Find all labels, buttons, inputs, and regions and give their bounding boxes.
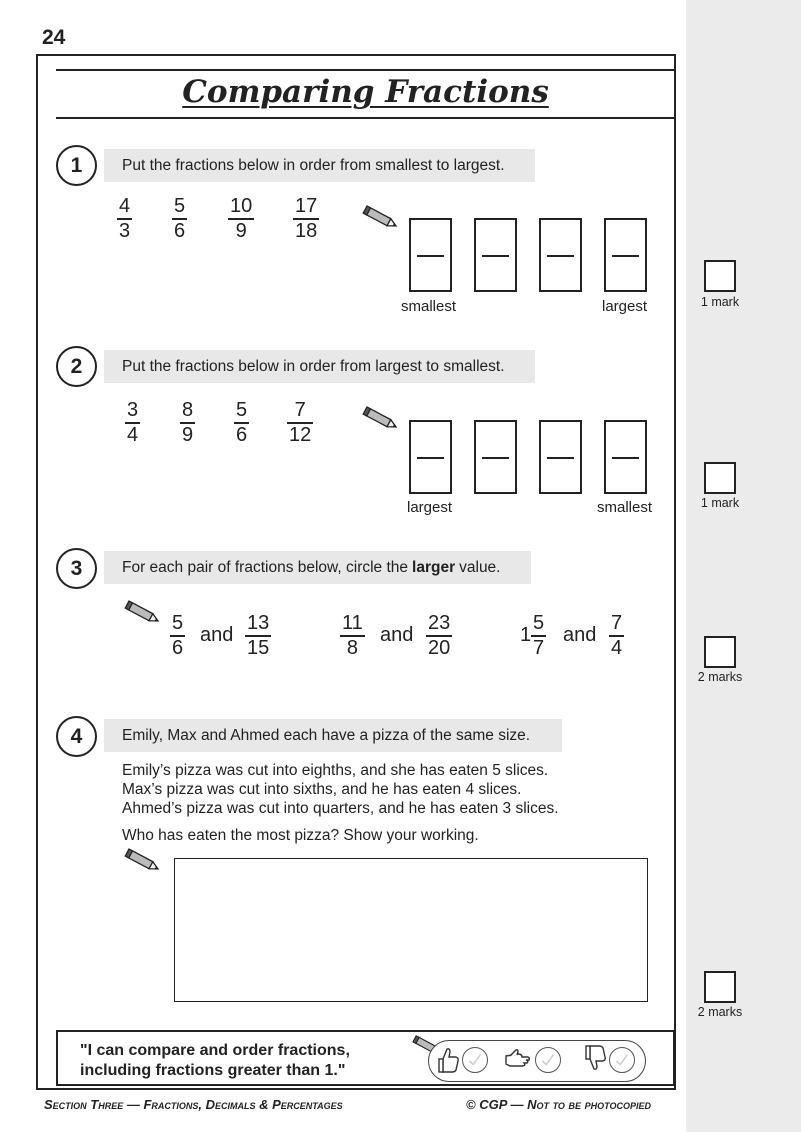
numerator: 23 — [428, 612, 451, 634]
q3-pair-1-fraction-b[interactable] — [247, 613, 269, 659]
q3-pair-2-fraction-a[interactable] — [342, 613, 363, 659]
q2-answer-box-2[interactable] — [474, 420, 517, 494]
q3-marks-label: 2 marks — [697, 670, 743, 684]
footer-section-title: Section Three — Fractions, Decimals & Percentages — [44, 1097, 343, 1112]
title-rule-top — [56, 69, 675, 71]
q1-fraction-4 — [295, 196, 317, 242]
prompt-bold-word: larger — [412, 558, 456, 576]
numerator: 11 — [342, 612, 363, 634]
numerator: 17 — [295, 195, 318, 217]
pencil-icon — [122, 600, 164, 626]
denominator: 7 — [533, 636, 545, 659]
q3-pair-3-whole-number: 1 — [520, 624, 532, 646]
q4-mark-box[interactable] — [704, 971, 736, 1003]
page-title: Comparing Fractions — [182, 74, 549, 110]
thumbs-down-tick-circle[interactable] — [609, 1047, 635, 1073]
question-2-prompt: Put the fractions below in order from largest to smallest. — [104, 350, 535, 383]
q4-marks-label: 2 marks — [697, 1005, 743, 1019]
numerator: 5 — [533, 612, 545, 634]
and-word: and — [563, 624, 597, 646]
q1-answer-box-2[interactable] — [474, 218, 517, 292]
q1-fraction-1 — [119, 196, 130, 242]
pencil-icon — [360, 406, 402, 432]
q2-fraction-1 — [127, 400, 138, 446]
prompt-text-end: value. — [459, 558, 501, 576]
question-3-number: 3 — [56, 548, 97, 589]
numerator: 13 — [247, 612, 270, 634]
q1-fraction-2 — [174, 196, 185, 242]
q2-fraction-2 — [182, 400, 193, 446]
q2-answer-box-1[interactable] — [409, 420, 452, 494]
tick-icon — [463, 1048, 487, 1072]
q2-marks-label: 1 mark — [700, 496, 740, 510]
thumbs-down-icon — [584, 1044, 608, 1072]
denominator: 8 — [346, 636, 358, 659]
q1-mark-box[interactable] — [704, 260, 736, 292]
denominator: 12 — [289, 423, 312, 446]
numerator: 7 — [294, 399, 306, 421]
denominator: 18 — [295, 219, 318, 242]
q2-left-label: largest — [407, 499, 453, 516]
denominator: 4 — [611, 636, 623, 659]
q4-line-emily: Emily’s pizza was cut into eighths, and she has eaten 5 slices. — [122, 762, 549, 779]
and-word: and — [380, 624, 414, 646]
q2-mark-box[interactable] — [704, 462, 736, 494]
q1-answer-box-4[interactable] — [604, 218, 647, 292]
footer-quote-line-2: including fractions greater than 1." — [80, 1062, 346, 1079]
tick-icon — [536, 1048, 560, 1072]
numerator: 5 — [174, 195, 186, 217]
q1-fraction-3 — [230, 196, 252, 242]
denominator: 6 — [236, 423, 248, 446]
pencil-icon — [360, 205, 402, 231]
numerator: 7 — [611, 612, 623, 634]
q1-marks-label: 1 mark — [700, 295, 740, 309]
footer-copyright: © CGP — Not to be photocopied — [466, 1097, 652, 1112]
question-3-prompt — [104, 551, 531, 584]
thumbs-sideways-icon — [502, 1048, 532, 1072]
q4-line-max: Max’s pizza was cut into sixths, and he has eaten 4 slices. — [122, 781, 522, 798]
denominator: 9 — [182, 423, 194, 446]
q4-working-box[interactable] — [174, 858, 648, 1002]
thumbs-up-icon — [437, 1046, 461, 1074]
thumbs-up-tick-circle[interactable] — [462, 1047, 488, 1073]
question-1-number: 1 — [56, 145, 97, 186]
denominator: 6 — [174, 219, 186, 242]
q2-fraction-3 — [236, 400, 247, 446]
numerator: 8 — [182, 399, 194, 421]
q3-pair-3-fraction-b[interactable] — [611, 613, 622, 659]
q4-line-ahmed: Ahmed’s pizza was cut into quarters, and he has eaten 3 slices. — [122, 800, 559, 817]
title-rule-bottom — [56, 117, 675, 119]
numerator: 5 — [172, 612, 184, 634]
numerator: 5 — [236, 399, 248, 421]
q2-answer-box-3[interactable] — [539, 420, 582, 494]
q2-answer-box-4[interactable] — [604, 420, 647, 494]
frame-bottom-edge — [36, 1088, 676, 1090]
numerator: 10 — [230, 195, 253, 217]
and-word: and — [200, 624, 234, 646]
q1-answer-box-3[interactable] — [539, 218, 582, 292]
q1-answer-box-1[interactable] — [409, 218, 452, 292]
q3-mark-box[interactable] — [704, 636, 736, 668]
denominator: 20 — [428, 636, 451, 659]
marks-margin — [686, 0, 801, 1132]
question-2-number: 2 — [56, 346, 97, 387]
question-4-prompt: Emily, Max and Ahmed each have a pizza of the same size. — [104, 719, 562, 752]
denominator: 4 — [127, 423, 139, 446]
tick-icon — [610, 1048, 634, 1072]
q2-right-label: smallest — [597, 499, 653, 516]
question-1-prompt: Put the fractions below in order from smallest to largest. — [104, 149, 535, 182]
numerator: 3 — [127, 399, 139, 421]
q3-pair-3-fraction-a[interactable] — [533, 613, 544, 659]
denominator: 15 — [247, 636, 270, 659]
question-4-number: 4 — [56, 716, 97, 757]
denominator: 9 — [235, 219, 247, 242]
numerator: 4 — [119, 195, 131, 217]
q1-right-label: largest — [602, 298, 648, 315]
q2-fraction-4 — [289, 400, 311, 446]
prompt-text: For each pair of fractions below, circle the — [122, 558, 409, 576]
q4-question: Who has eaten the most pizza? Show your working. — [122, 827, 479, 844]
footer-quote-line-1: "I can compare and order fractions, — [80, 1042, 350, 1059]
denominator: 6 — [172, 636, 184, 659]
q3-pair-2-fraction-b[interactable] — [428, 613, 450, 659]
page-number: 24 — [42, 26, 66, 49]
frame-right-edge — [674, 54, 676, 1090]
q3-pair-1-fraction-a[interactable] — [172, 613, 183, 659]
q1-left-label: smallest — [401, 298, 457, 315]
thumbs-sideways-tick-circle[interactable] — [535, 1047, 561, 1073]
pencil-icon — [122, 848, 164, 874]
denominator: 3 — [119, 219, 131, 242]
